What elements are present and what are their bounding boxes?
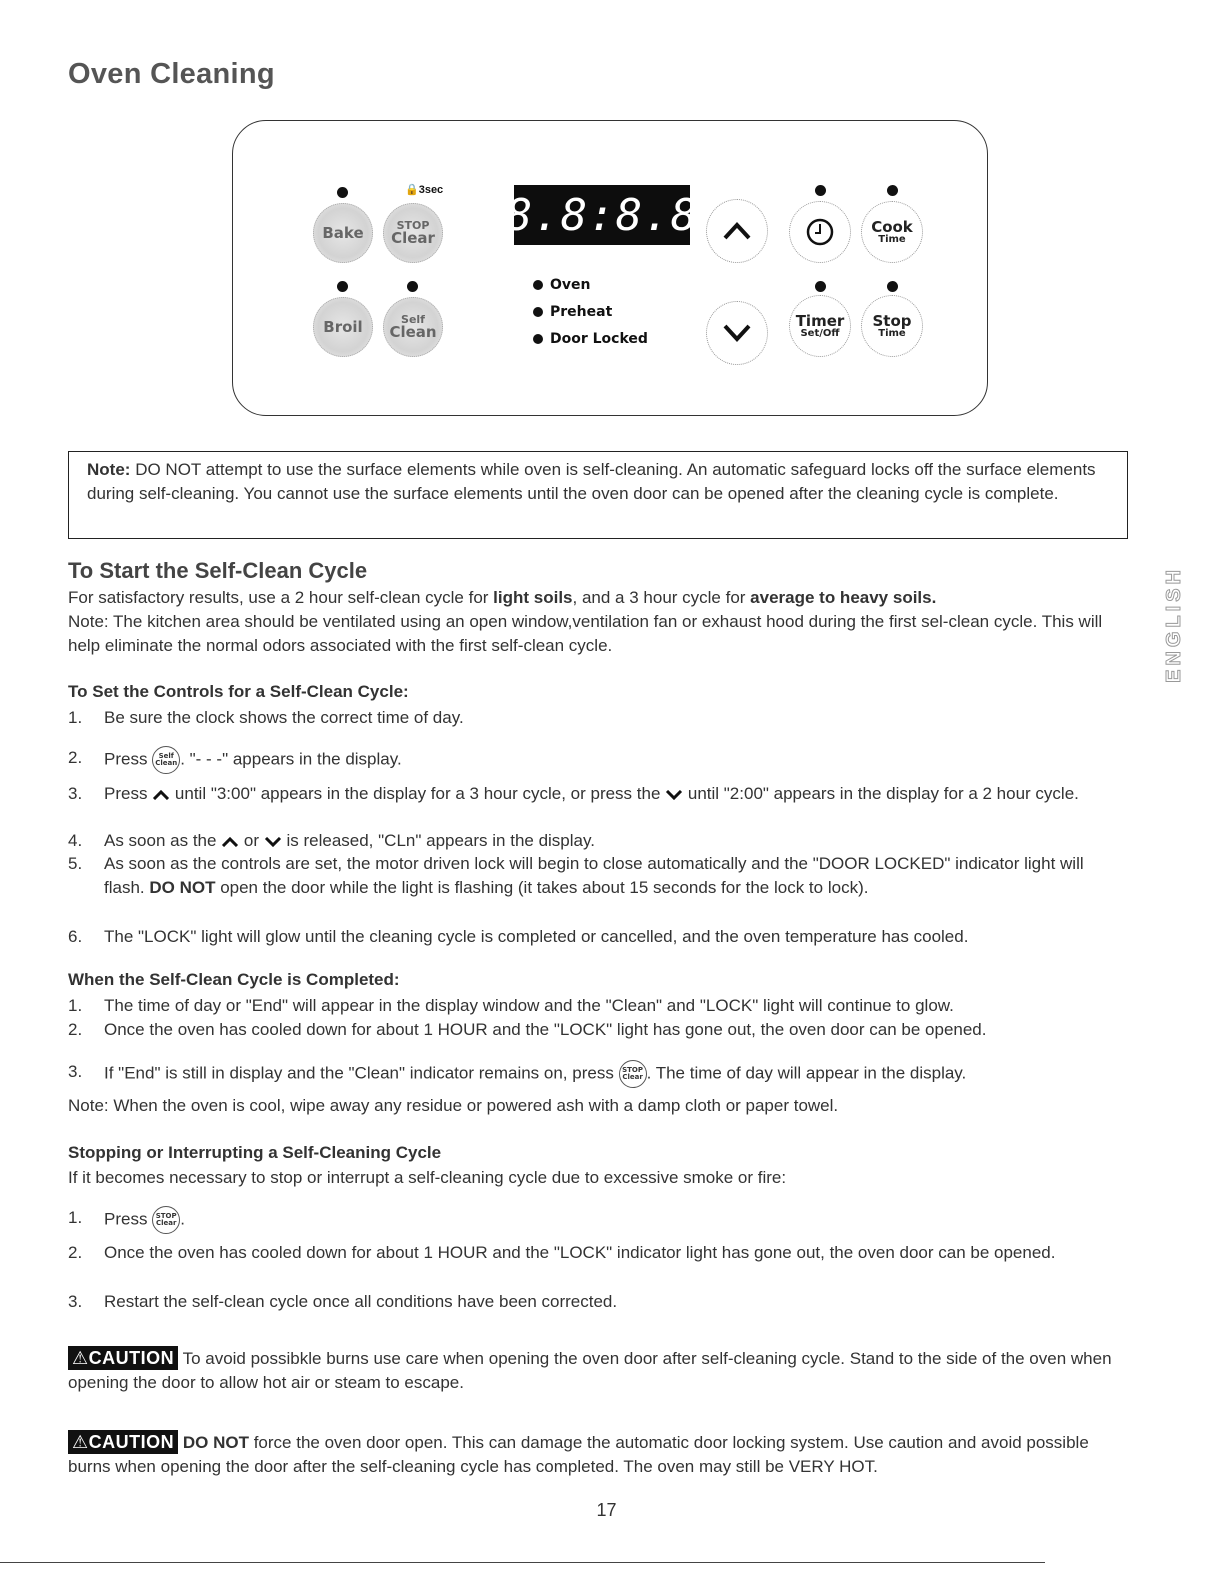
indicator-door-locked: Door Locked	[533, 331, 648, 347]
intro-paragraph: For satisfactory results, use a 2 hour self-clean cycle for light soils, and a 3 hour cycle for average to heavy soils. Note: The kitchen area should be ventilated using an open window,ventilation fan or exhaust hood during the first sel-clean cycle. This will help eliminate the normal odors associated with the first self-clean cycle.	[68, 588, 1103, 655]
control-panel-illustration	[232, 120, 988, 416]
stop-clear-button-icon: STOP Clear	[619, 1060, 647, 1088]
caution-paragraph-2: ⚠CAUTION DO NOT force the oven door open. This can damage the automatic door locking system. Use caution and avoid possible burns when opening the door after the self-cleaning cycle has completed. The oven may still be VERY HOT.	[68, 1432, 1089, 1476]
broil-indicator-dot	[337, 281, 348, 292]
list-item: 6. The "LOCK" light will glow until the cleaning cycle is completed or cancelled, and the oven temperature has cooled.	[68, 927, 969, 946]
list-item: 1. The time of day or "End" will appear in the display window and the "Clean" and "LOCK" light will continue to glow.	[68, 996, 954, 1015]
bake-button[interactable]: Bake	[313, 203, 373, 263]
list-item: 5. As soon as the controls are set, the motor driven lock will begin to close automatically and the "DOOR LOCKED" indicator light will flash. DO NOT open the door while the light is flashing (it takes about 15 seconds for the lock to lock).	[68, 854, 1084, 897]
note-label: Note:	[87, 460, 131, 479]
section-title: To Start the Self-Clean Cycle	[68, 558, 368, 583]
divider	[0, 1562, 1045, 1563]
clock-indicator-dot	[815, 185, 826, 196]
self-clean-button-icon: Self Clean	[152, 746, 180, 774]
stop-time-button[interactable]: Stop Time	[861, 295, 923, 357]
self-clean-indicator-dot	[407, 281, 418, 292]
lock-3sec-label: 🔒3sec	[405, 184, 444, 196]
timer-button[interactable]: Timer Set/Off	[789, 295, 851, 357]
up-arrow-icon	[221, 837, 239, 847]
down-arrow-button[interactable]	[706, 301, 768, 365]
note-box	[68, 451, 1128, 539]
page-number: 17	[596, 1500, 617, 1520]
indicator-oven: Oven	[533, 277, 591, 293]
up-arrow-icon	[722, 221, 752, 241]
stop-time-indicator-dot	[887, 281, 898, 292]
lock-icon: 🔒	[405, 184, 419, 196]
caution-label: ⚠CAUTION	[68, 1430, 178, 1454]
list-item: 3. Restart the self-clean cycle once all conditions have been corrected.	[68, 1292, 618, 1311]
completed-note: Note: When the oven is cool, wipe away any residue or powered ash with a damp cloth or paper towel.	[68, 1096, 839, 1115]
timer-indicator-dot	[815, 281, 826, 292]
broil-button[interactable]: Broil	[313, 297, 373, 357]
down-arrow-icon	[264, 837, 282, 847]
up-arrow-icon	[152, 790, 170, 800]
indicator-preheat: Preheat	[533, 304, 612, 320]
cook-time-indicator-dot	[887, 185, 898, 196]
list-item: 3. Press until "3:00" appears in the display for a 3 hour cycle, or press the until "2:00" appears in the display for a 2 hour cycle.	[68, 784, 1079, 803]
bake-indicator-dot	[337, 187, 348, 198]
up-arrow-button[interactable]	[706, 199, 768, 263]
clock-icon	[805, 217, 835, 247]
list-item: 4. As soon as the or is released, "CLn" appears in the display.	[68, 831, 595, 850]
page-title: Oven Cleaning	[68, 58, 275, 90]
note-text: DO NOT attempt to use the surface elements while oven is self-cleaning. An automatic safeguard locks off the surface elements during self-cleaning. You cannot use the surface elements until the oven door can be opened after the cleaning cycle is complete.	[87, 460, 1096, 503]
completed-heading: When the Self-Clean Cycle is Completed:	[68, 970, 400, 989]
set-controls-heading: To Set the Controls for a Self-Clean Cycle:	[68, 682, 409, 701]
down-arrow-icon	[665, 790, 683, 800]
stop-clear-button[interactable]: STOP Clear	[383, 203, 443, 263]
caution-paragraph-1: ⚠CAUTION To avoid possibkle burns use care when opening the oven door after self-cleaning cycle. Stand to the side of the oven when opening the door to allow hot air or steam to escape.	[68, 1348, 1112, 1392]
down-arrow-icon	[722, 323, 752, 343]
list-item: 2. Once the oven has cooled down for about 1 HOUR and the "LOCK" light has gone out, the oven door can be opened.	[68, 1020, 987, 1039]
stop-clear-button-icon: STOP Clear	[152, 1206, 180, 1234]
list-item: 1. Be sure the clock shows the correct time of day.	[68, 708, 464, 727]
stopping-intro: If it becomes necessary to stop or interrupt a self-cleaning cycle due to excessive smoke or fire:	[68, 1168, 787, 1187]
clock-button[interactable]	[789, 201, 851, 263]
list-item: 1. Press STOP Clear .	[68, 1206, 1128, 1234]
list-item: 2. Press Self Clean . "- - -" appears in the display.	[68, 746, 1128, 774]
cook-time-button[interactable]: Cook Time	[861, 201, 923, 263]
language-tab: ENGLISH	[1163, 566, 1185, 683]
digital-display: 8.8:8.8	[514, 185, 690, 245]
self-clean-button[interactable]: Self Clean	[383, 297, 443, 357]
stopping-heading: Stopping or Interrupting a Self-Cleaning Cycle	[68, 1143, 442, 1162]
list-item: 2. Once the oven has cooled down for about 1 HOUR and the "LOCK" indicator light has gone out, the oven door can be opened.	[68, 1243, 1056, 1262]
list-item: 3. If "End" is still in display and the "Clean" indicator remains on, press STOP Clear . The time of day will appear in the display.	[68, 1060, 1128, 1088]
caution-label: ⚠CAUTION	[68, 1346, 178, 1370]
